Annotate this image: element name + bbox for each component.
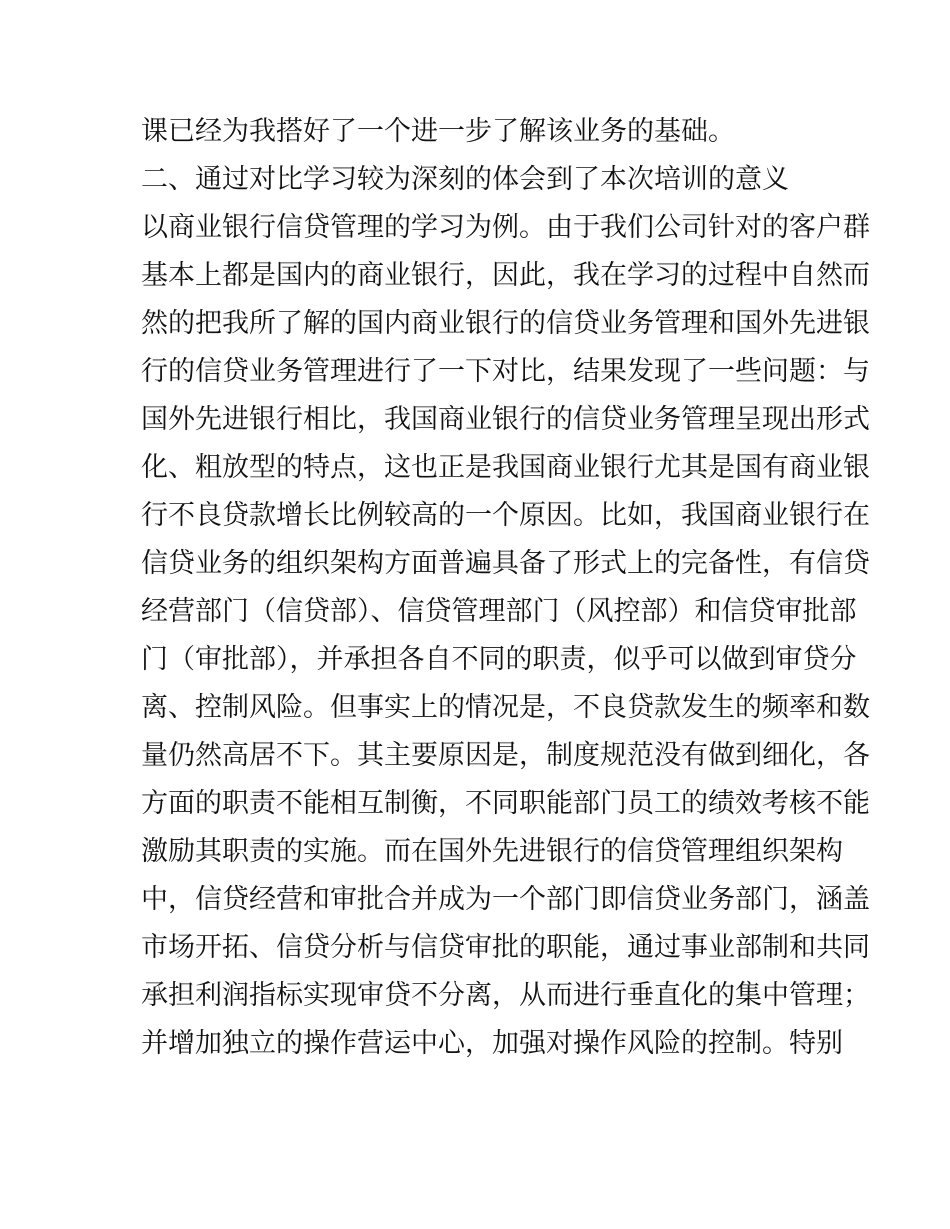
- text-line-12: 门（审批部），并承担各自不同的职责，似乎可以做到审贷分: [141, 644, 857, 675]
- text-line-4: 基本上都是国内的商业银行，因此，我在学习的过程中自然而: [141, 260, 870, 291]
- text-line-15: 方面的职责不能相互制衡，不同职能部门员工的绩效考核不能: [141, 788, 870, 819]
- text-line-14: 量仍然高居不下。其主要原因是，制度规范没有做到细化，各: [141, 740, 870, 771]
- text-line-10: 信贷业务的组织架构方面普遍具备了形式上的完备性，有信贷: [141, 548, 870, 579]
- section-heading: 二、通过对比学习较为深刻的体会到了本次培训的意义: [141, 164, 789, 195]
- text-line-17: 中，信贷经营和审批合并成为一个部门即信贷业务部门，涵盖: [141, 884, 870, 915]
- text-line-20: 并增加独立的操作营运中心，加强对操作风险的控制。特别: [141, 1028, 843, 1059]
- text-line-8: 化、粗放型的特点，这也正是我国商业银行尤其是国有商业银: [141, 452, 870, 483]
- text-line-16: 激励其职责的实施。而在国外先进银行的信贷管理组织架构: [141, 836, 843, 867]
- text-line-1: 课已经为我搭好了一个进一步了解该业务的基础。: [141, 116, 735, 147]
- text-line-3: 以商业银行信贷管理的学习为例。由于我们公司针对的客户群: [141, 212, 870, 243]
- text-line-5: 然的把我所了解的国内商业银行的信贷业务管理和国外先进银: [141, 308, 870, 339]
- text-line-19: 承担利润指标实现审贷不分离，从而进行垂直化的集中管理；: [141, 980, 870, 1011]
- text-line-18: 市场开拓、信贷分析与信贷审批的职能，通过事业部制和共同: [141, 932, 870, 963]
- body-text: [141, 108, 870, 1068]
- text-line-13: 离、控制风险。但事实上的情况是，不良贷款发生的频率和数: [141, 692, 870, 723]
- text-line-7: 国外先进银行相比，我国商业银行的信贷业务管理呈现出形式: [141, 404, 870, 435]
- text-line-6: 行的信贷业务管理进行了一下对比，结果发现了一些问题：与: [141, 356, 870, 387]
- text-line-11: 经营部门（信贷部）、信贷管理部门（风控部）和信贷审批部: [141, 596, 857, 627]
- text-line-9: 行不良贷款增长比例较高的一个原因。比如，我国商业银行在: [141, 500, 870, 531]
